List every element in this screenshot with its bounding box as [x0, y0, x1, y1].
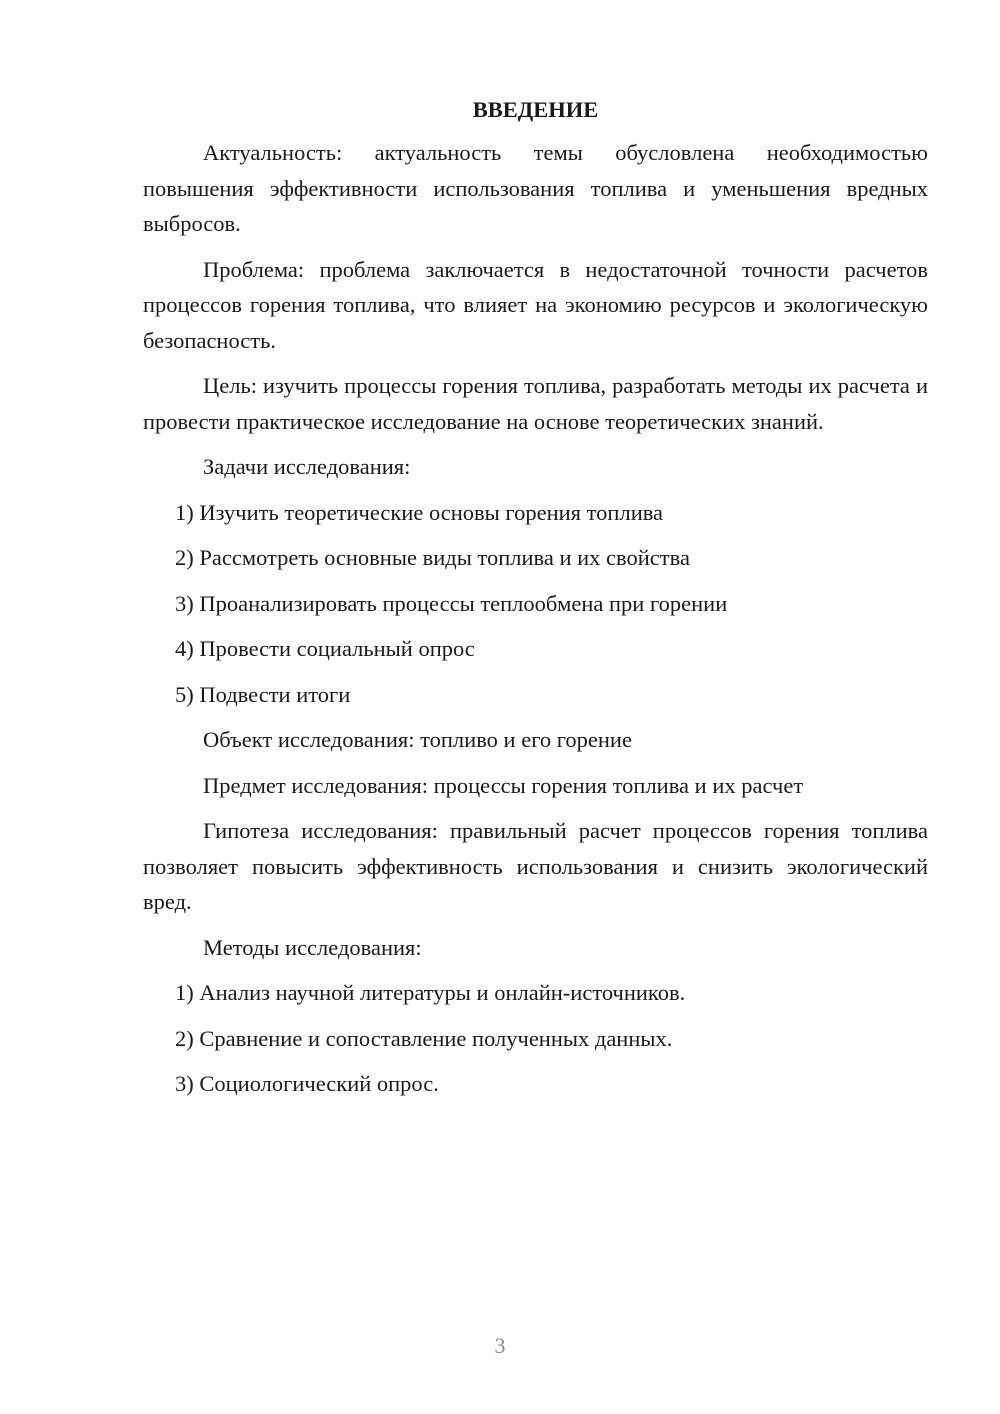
- task-item: 5) Подвести итоги: [175, 681, 351, 707]
- hypothesis-paragraph: Гипотеза исследования: правильный расчет процессов горения топлива позволяет повысить эффективность использования и снизить экологический вред.: [143, 818, 928, 914]
- problem-paragraph: Проблема: проблема заключается в недостаточной точности расчетов процессов горения топлива, что влияет на экономию ресурсов и экологическую безопасность.: [143, 256, 928, 353]
- task-item: 3) Проанализировать процессы теплообмена при горении: [175, 590, 728, 616]
- methods-heading: Методы исследования:: [203, 934, 422, 960]
- relevance-paragraph: Актуальность: актуальность темы обусловлена необходимостью повышения эффективности использования топлива и уменьшения вредных выбросов.: [143, 140, 928, 236]
- section-title: ВВЕДЕНИЕ: [472, 97, 599, 122]
- tasks-heading: Задачи исследования:: [203, 454, 411, 479]
- page-number: 3: [494, 1333, 506, 1358]
- method-item: 2) Сравнение и сопоставление полученных данных.: [175, 1025, 673, 1051]
- goal-paragraph: Цель: изучить процессы горения топлива, разработать методы их расчета и провести практическое исследование на основе теоретических знаний.: [143, 373, 928, 434]
- document-page: [143, 92, 928, 1112]
- task-item: 1) Изучить теоретические основы горения топлива: [175, 499, 664, 525]
- task-item: 4) Провести социальный опрос: [175, 636, 475, 661]
- task-item: 2) Рассмотреть основные виды топлива и их свойства: [175, 545, 690, 570]
- method-item: 3) Социологический опрос.: [175, 1071, 439, 1096]
- subject-line: Предмет исследования: процессы горения топлива и их расчет: [203, 772, 804, 798]
- object-line: Объект исследования: топливо и его горение: [203, 727, 632, 752]
- method-item: 1) Анализ научной литературы и онлайн-источников.: [175, 980, 686, 1005]
